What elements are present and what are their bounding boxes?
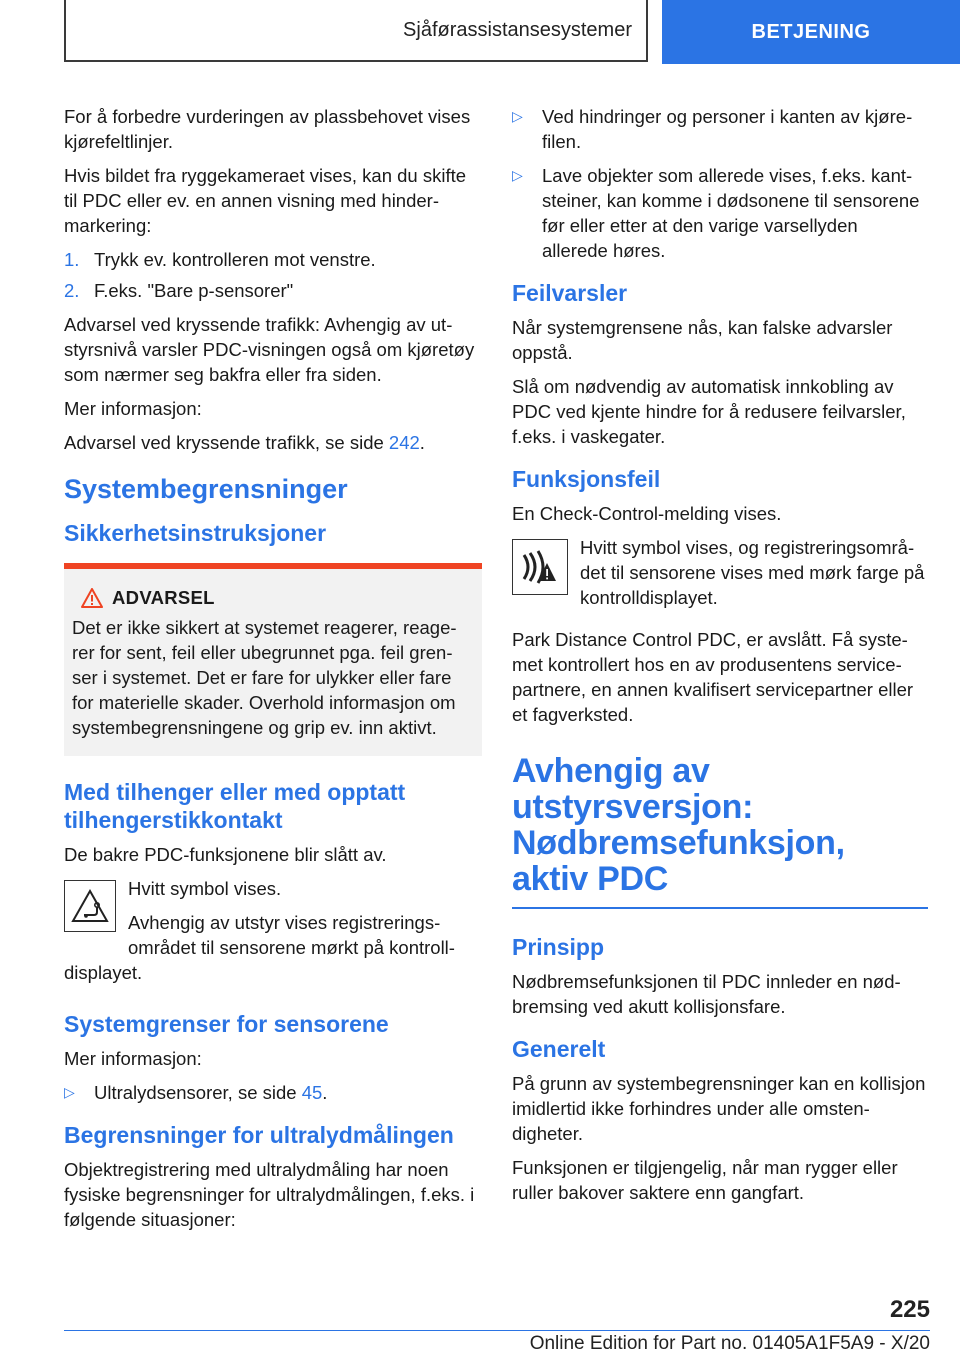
header-chapter-tab — [662, 0, 960, 64]
paragraph: Hvitt symbol vises. — [128, 878, 282, 899]
page-number: 225 — [889, 1296, 930, 1323]
triangle-bullet-icon: ▷ — [512, 167, 523, 183]
warning-triangle-icon — [72, 588, 112, 608]
trailer-symbol-block — [64, 876, 482, 994]
title-divider — [512, 907, 928, 909]
trailer-warning-icon — [64, 880, 116, 932]
list-item — [64, 278, 482, 303]
item-text: Lave objekter som allerede vises, f.eks. kantsteiner, kan komme i dødsonene til sensorene før eller etter at den varige varsellyden allerede høres. — [542, 165, 920, 261]
header-section-title: Sjåførassistansesystemer — [403, 18, 632, 41]
paragraph: Slå om nødvendig av automatisk innkobling av PDC ved kjente hindre for å redusere feilvarsler, f.eks. i vaskegater. — [512, 376, 906, 447]
page-link-242[interactable]: 242 — [388, 432, 420, 453]
list-item — [512, 163, 928, 263]
warning-header — [72, 587, 468, 609]
step-number: 2. — [64, 280, 80, 301]
paragraph: Avhengig av utstyr vises registreringsområdet til sensorene mørkt på kontrolldisplayet. — [64, 912, 455, 983]
list-item — [64, 1080, 482, 1105]
paragraph: Når systemgrensene nås, kan falske advarsler oppstå. — [512, 317, 893, 363]
paragraph — [64, 430, 482, 455]
warning-text: Det er ikke sikkert at systemet reagerer, reagerer for sent, feil eller ubegrunnet pga. feil grenser i systemet. Det er fare for ulykker eller fare for materielle skader. Overhold informasjon om systembegrensningene og grip ev. inn aktivt. — [72, 617, 457, 738]
heading-ultrasound-limits: Begrensninger for ultralydmålingen — [64, 1122, 454, 1148]
heading-malfunction: Funksjonsfeil — [512, 466, 661, 492]
paragraph: På grunn av systembegrensninger kan en kollisjon imidlertid ikke forhindres under alle omstendigheter. — [512, 1073, 926, 1144]
ref-text: Advarsel ved kryssende trafikk, se side — [64, 432, 389, 453]
heading-trailer: Med tilhenger eller med opptatt tilhengerstikkontakt — [64, 779, 406, 833]
sensor-list — [64, 1080, 482, 1105]
paragraph: Park Distance Control PDC, er avslått. Få systemet kontrollert hos en av produsentens servicepartnere, en annen kvalifisert servicepartner eller et fagverksted. — [512, 629, 914, 725]
step-text: F.eks. "Bare p-sensorer" — [94, 280, 294, 301]
ref-end: . — [419, 432, 425, 453]
paragraph: Advarsel ved kryssende trafikk: Avhengig av utstyrsnivå varsler PDC-visningen også om kjøretøy som nærmer seg bakfra eller fra siden. — [64, 314, 475, 385]
pdc-sensor-fault-icon — [512, 539, 568, 595]
left-column — [64, 104, 482, 1241]
footer-divider — [64, 1330, 930, 1331]
item-end: . — [322, 1082, 328, 1103]
paragraph: For å forbedre vurderingen av plassbehovet vises kjørefeltlinjer. — [64, 106, 471, 152]
malfunction-symbol-block — [512, 535, 928, 619]
item-text: Ultralydsensorer, se side — [94, 1082, 302, 1103]
header-section-tab — [64, 0, 648, 62]
triangle-bullet-icon: ▷ — [512, 108, 523, 124]
situation-list — [512, 104, 928, 263]
paragraph: Funksjonen er tilgjengelig, når man rygger eller ruller bakover saktere enn gangfart. — [512, 1157, 898, 1203]
section-title-emergency-brake: Avhengig av utstyrsversjon: Nødbremsefunksjon, aktiv PDC — [512, 752, 845, 898]
paragraph: En Check-Control-melding vises. — [512, 503, 782, 524]
paragraph: Nødbremsefunksjonen til PDC innleder en nødbremsing ved akutt kollisjonsfare. — [512, 971, 901, 1017]
paragraph: Mer informasjon: — [64, 1048, 202, 1069]
paragraph: Hvis bildet fra ryggekameraet vises, kan du skifte til PDC eller ev. en annen visning med hindermarkering: — [64, 165, 467, 236]
header-chapter-title: BETJENING — [751, 20, 871, 43]
list-item — [512, 104, 928, 154]
warning-box — [64, 563, 482, 756]
heading-general: Generelt — [512, 1036, 606, 1062]
list-item — [64, 247, 482, 272]
heading-system-limits: Systembegrensninger — [64, 474, 348, 504]
heading-sensor-limits: Systemgrenser for sensorene — [64, 1011, 389, 1037]
step-number: 1. — [64, 249, 80, 270]
heading-safety: Sikkerhetsinstruksjoner — [64, 520, 327, 546]
warning-title: ADVARSEL — [112, 587, 215, 608]
item-text: Ved hindringer og personer i kanten av kjørefilen. — [542, 106, 913, 152]
paragraph: Mer informasjon: — [64, 398, 202, 419]
heading-principle: Prinsipp — [512, 934, 605, 960]
heading-false-warnings: Feilvarsler — [512, 280, 628, 306]
paragraph: De bakre PDC-funksjonene blir slått av. — [64, 844, 387, 865]
paragraph: Objektregistrering med ultralydmåling har noen fysiske begrensninger for ultralydmålingen, f.eks. i følgende situasjoner: — [64, 1159, 475, 1230]
numbered-steps — [64, 247, 482, 303]
paragraph: Hvitt symbol vises, og registreringsområdet til sensorene vises med mørk farge på kontrolldisplayet. — [580, 537, 925, 608]
step-text: Trykk ev. kontrolleren mot venstre. — [94, 249, 376, 270]
right-column — [512, 104, 928, 1214]
footer-edition: Online Edition for Part no. 01405A1F5A9 - X/20 — [529, 1333, 930, 1354]
triangle-bullet-icon: ▷ — [64, 1084, 75, 1100]
page-link-45[interactable]: 45 — [301, 1082, 323, 1103]
